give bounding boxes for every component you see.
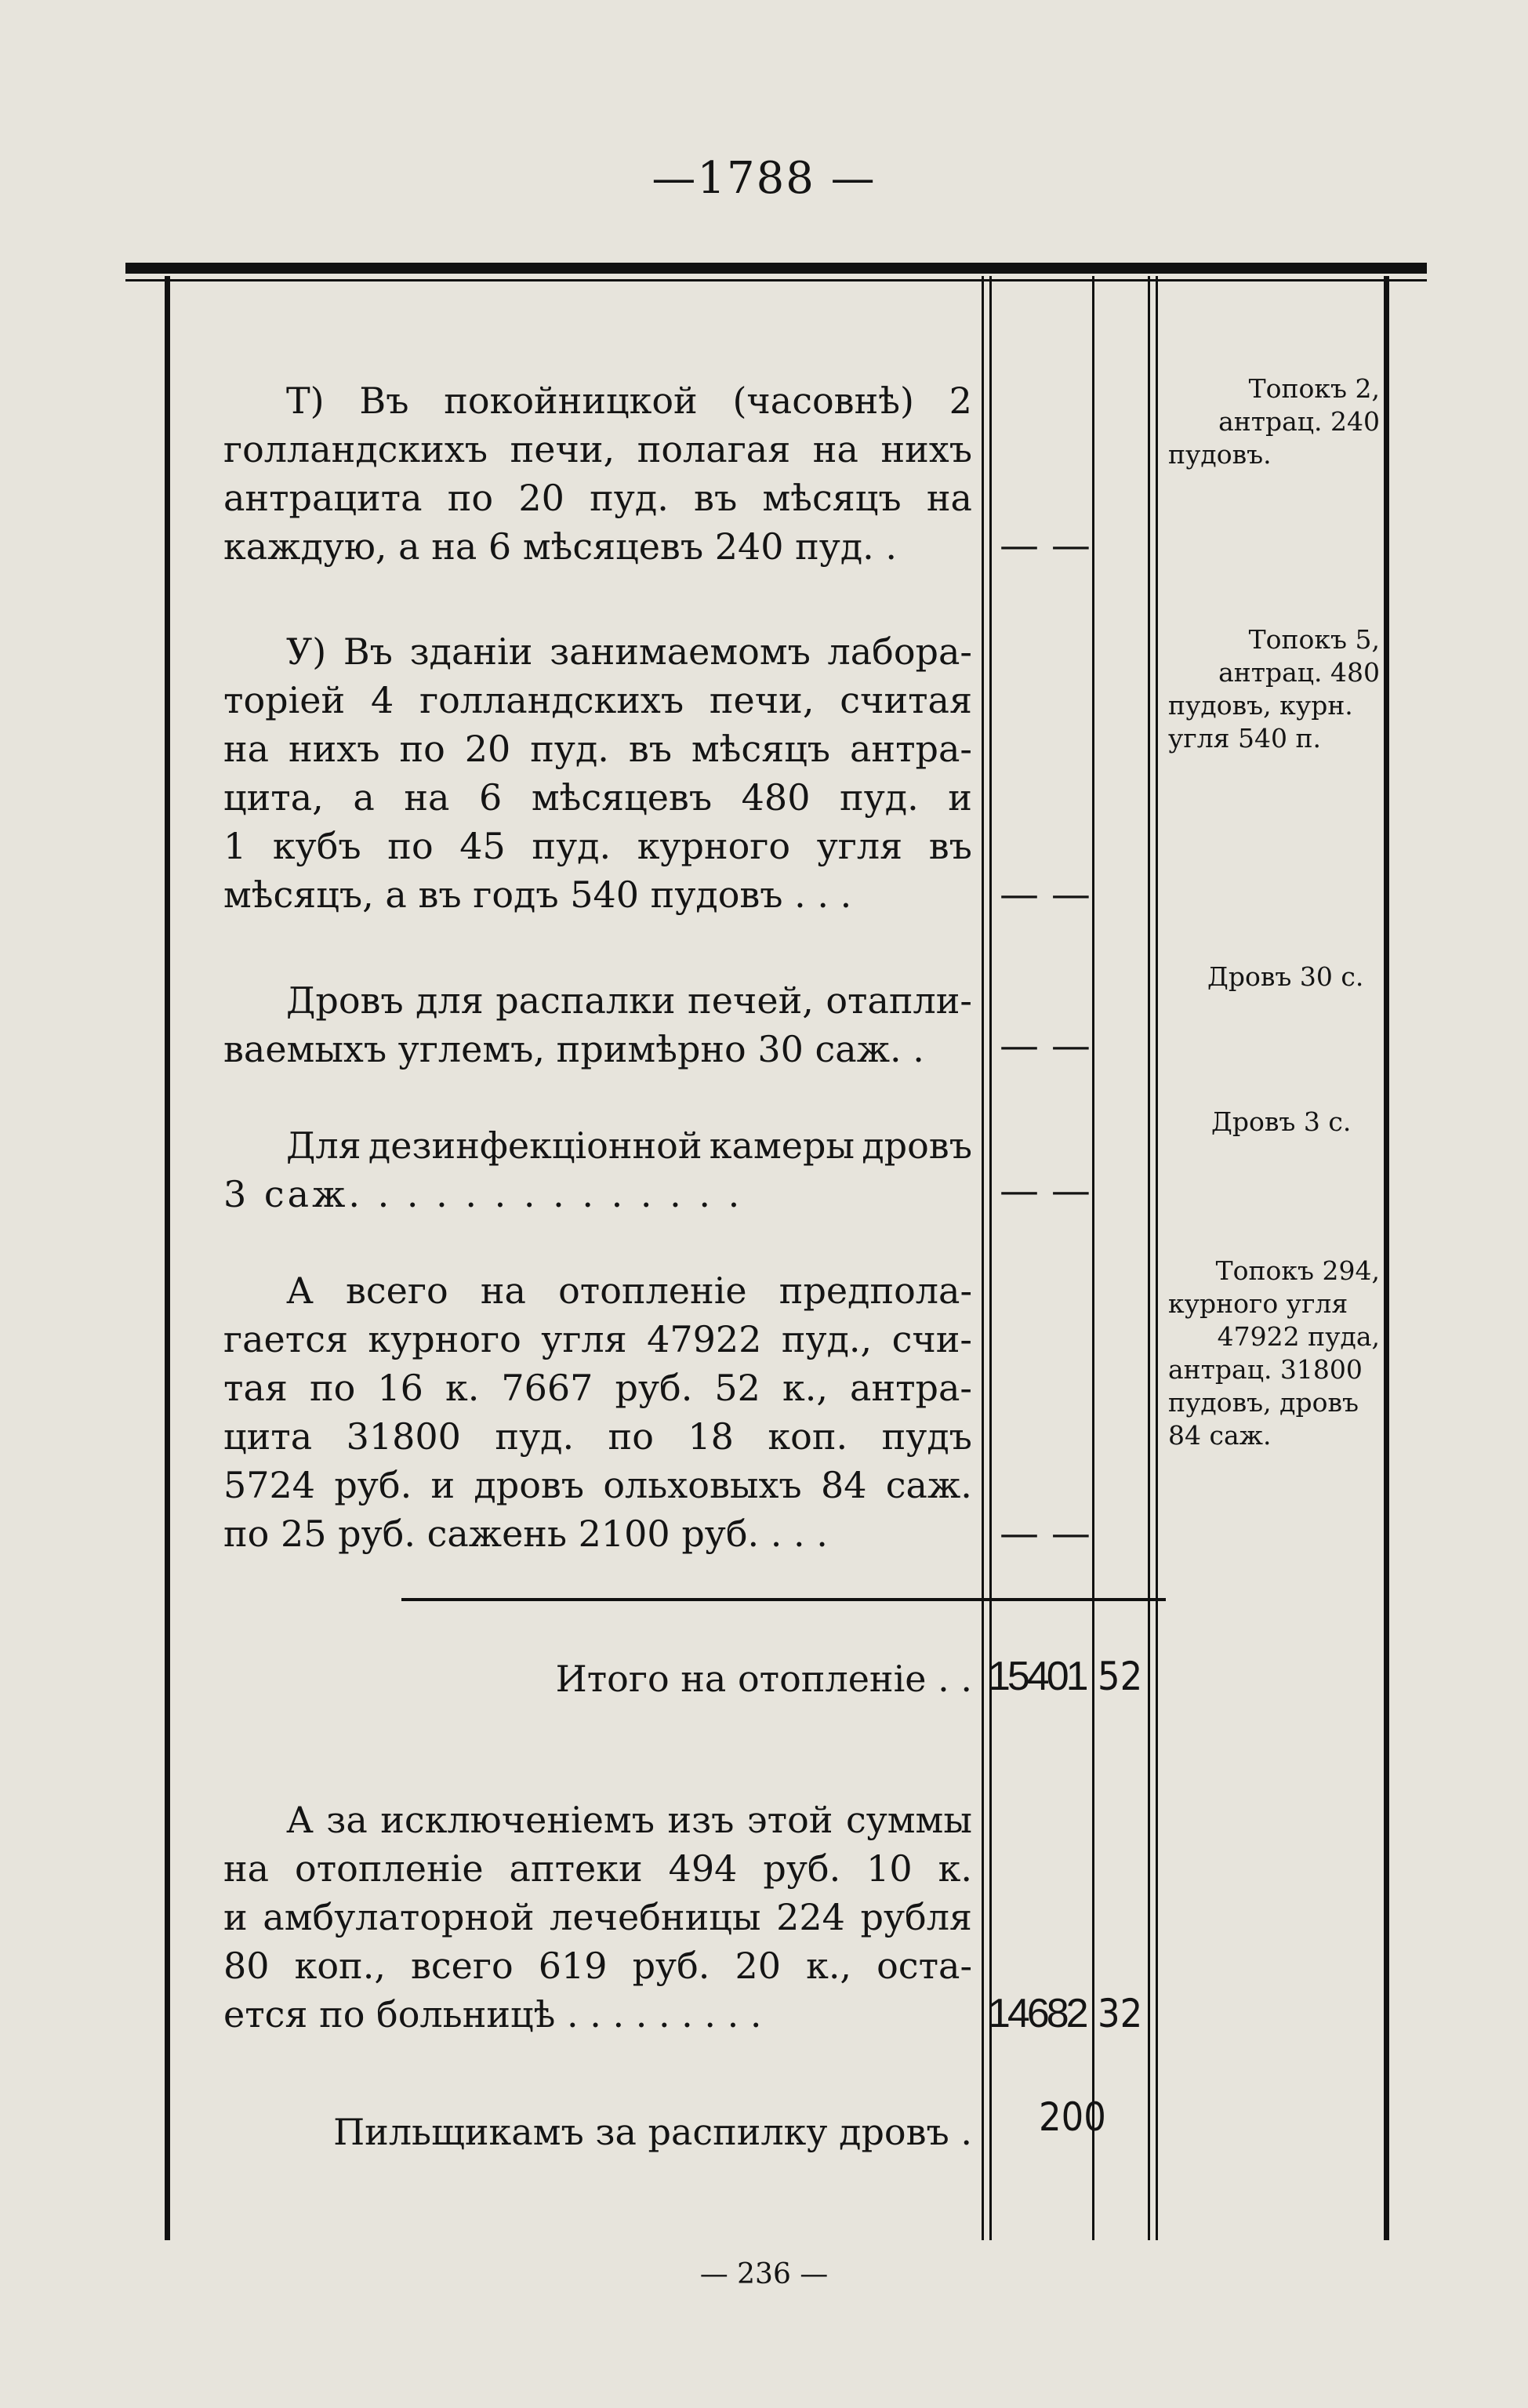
entry-line: на нихъ по 20 пуд. въ мѣсяцъ антра-: [223, 728, 972, 770]
exclusion-entry: [223, 1796, 972, 2039]
subtotal-rule: [401, 1598, 1166, 1601]
subtotal-label: Итого на отопленіе . .: [555, 1658, 972, 1700]
page-number-bottom: — 236 —: [699, 2258, 829, 2290]
entry-t-dash: — —: [1000, 522, 1091, 568]
entry-line: ваемыхъ углемъ, примѣрно 30 саж. .: [223, 1028, 924, 1070]
entry-line: каждую, а на 6 мѣсяцевъ 240 пуд. .: [223, 525, 898, 568]
entry-u: [223, 627, 972, 919]
entry-line: на отопленіе аптеки 494 руб. 10 к.: [223, 1847, 972, 1890]
note-line: Топокъ 5,: [1248, 624, 1380, 655]
entry-t: [223, 376, 972, 571]
sawyers-rubles: 200: [1039, 2094, 1106, 2140]
note-line: пудовъ, курн.: [1168, 690, 1353, 721]
entry-total-heating-dash: — —: [1000, 1510, 1091, 1556]
column-divider-rubles-left: [982, 276, 984, 2240]
note-line: антрац. 31800: [1168, 1354, 1363, 1385]
entry-line: 5724 руб. и дровъ ольховыхъ 84 саж.: [223, 1464, 972, 1506]
note-line: курного угля: [1168, 1288, 1348, 1319]
header-rule-thin: [125, 279, 1427, 281]
entry-line: цита 31800 пуд. по 18 коп. пудъ: [223, 1415, 972, 1458]
entry-disinfection-dash: — —: [1000, 1168, 1091, 1213]
column-divider-notes-inner: [1156, 276, 1158, 2240]
subtotal-row: [223, 1654, 972, 1703]
entry-line: тая по 16 к. 7667 руб. 52 к., антра-: [223, 1367, 972, 1409]
entry-disinfection-note: [1211, 1106, 1423, 1139]
note-line: Топокъ 2,: [1248, 373, 1380, 404]
note-line: Топокъ 294,: [1215, 1255, 1380, 1286]
entry-line: 3 саж. . . . . . . . . . . . . .: [223, 1173, 743, 1215]
column-divider-rubles-left-inner: [989, 276, 992, 2240]
note-line: угля 540 п.: [1168, 723, 1321, 754]
entry-line: Для дезинфекціонной камеры дровъ: [286, 1124, 972, 1167]
entry-line: торіей 4 голландскихъ печи, считая: [223, 679, 972, 721]
entry-line: Дровъ для распалки печей, отапли-: [286, 979, 972, 1022]
entry-line: 80 коп., всего 619 руб. 20 к., оста-: [223, 1945, 972, 1987]
entry-line: Т) Въ покойницкой (часовнѣ) 2: [286, 380, 972, 422]
note-line: пудовъ, дровъ: [1168, 1387, 1359, 1418]
entry-line: 1 кубъ по 45 пуд. курного угля въ: [223, 825, 972, 867]
entry-line: А за исключеніемъ изъ этой суммы: [286, 1799, 972, 1841]
entry-firewood: [223, 976, 972, 1073]
note-line: 84 саж.: [1168, 1420, 1272, 1451]
exclusion-rubles: 14682: [988, 1991, 1086, 2036]
entry-line: по 25 руб. сажень 2100 руб. . . .: [223, 1513, 828, 1555]
note-line: пудовъ.: [1168, 439, 1272, 470]
subtotal-kopecks: 52: [1098, 1654, 1143, 1699]
entry-t-note: [1168, 372, 1380, 471]
entry-line: голландскихъ печи, полагая на нихъ: [223, 428, 972, 470]
column-divider-notes: [1148, 276, 1150, 2240]
sawyers-row: [223, 2108, 972, 2156]
sawyers-label: Пильщикамъ за распилку дровъ .: [333, 2111, 972, 2153]
entry-u-note: [1168, 623, 1380, 755]
entry-line: антрацита по 20 пуд. въ мѣсяцъ на: [223, 477, 972, 519]
note-line: Дровъ 3 с.: [1211, 1106, 1352, 1137]
entry-line: А всего на отопленіе предпола-: [286, 1269, 972, 1312]
entry-u-dash: — —: [1000, 871, 1091, 917]
entry-line: мѣсяцъ, а въ годъ 540 пудовъ . . .: [223, 873, 852, 916]
entry-total-heating: [223, 1266, 972, 1558]
table-border-right: [1384, 276, 1389, 2240]
entry-line: У) Въ зданіи занимаемомъ лабора-: [286, 630, 972, 673]
entry-line: и амбулаторной лечебницы 224 рубля: [223, 1896, 972, 1938]
page-number-top: —1788 —: [651, 153, 877, 204]
exclusion-kopecks: 32: [1098, 1991, 1143, 2036]
entry-total-heating-note: [1168, 1255, 1380, 1452]
entry-line: цита, а на 6 мѣсяцевъ 480 пуд. и: [223, 776, 972, 819]
column-divider-kopecks: [1092, 276, 1094, 2240]
note-line: Дровъ 30 с.: [1207, 961, 1364, 992]
entry-disinfection: [223, 1121, 972, 1219]
note-line: антрац. 240: [1218, 406, 1380, 437]
header-rule-thick: [125, 263, 1427, 274]
entry-line: гается курного угля 47922 пуд., счи-: [223, 1318, 972, 1360]
entry-firewood-note: [1207, 961, 1419, 993]
entry-line: ется по больницѣ . . . . . . . . .: [223, 1993, 762, 2036]
subtotal-rubles: 15401: [988, 1654, 1086, 1699]
table-border-left: [165, 276, 170, 2240]
note-line: 47922 пуда,: [1217, 1321, 1380, 1352]
entry-firewood-dash: — —: [1000, 1022, 1091, 1068]
note-line: антрац. 480: [1218, 657, 1380, 688]
